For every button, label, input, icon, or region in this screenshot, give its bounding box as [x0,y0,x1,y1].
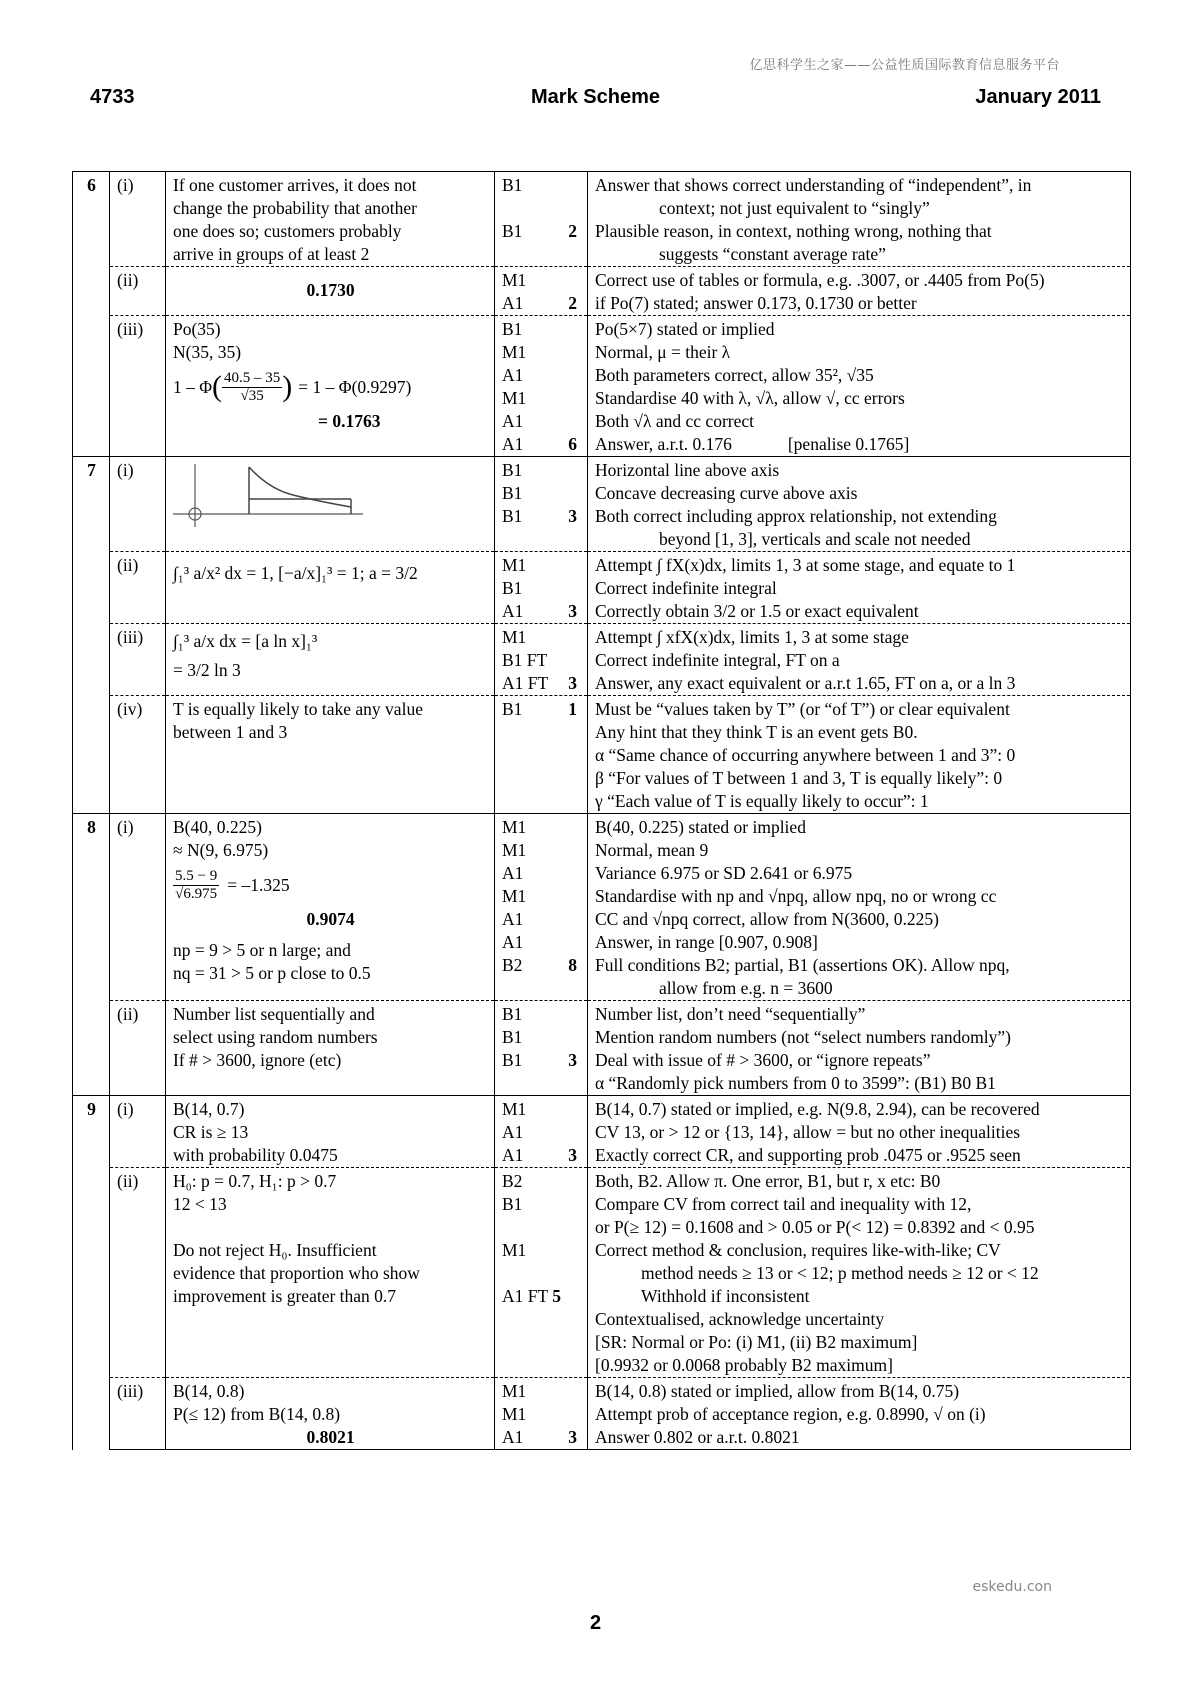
mark-scheme-table [72,171,1131,1450]
guidance-cell: Must be “values taken by T” (or “of T”) or clear equivalent Any hint that they think T is an event gets B0. α “Same chance of occurring anywhere between 1 and 3”: 0 β “For values of T between 1 and 3, T is equally likely”: 0 γ “Each value of T is equally likely to occur”: 1 [588,696,1131,814]
guidance-cell: B(14, 0.7) stated or implied, e.g. N(9.8, 2.94), can be recovered CV 13, or > 12 or {13, 14}, allow = but no other inequalities Exactly correct CR, and supporting prob .0475 or .9525 seen [588,1096,1131,1168]
guidance-cell: Number list, don’t need “sequentially” Mention random numbers (not “select numbers randomly”) Deal with issue of # > 3600, or “ignore repeats” α “Randomly pick numbers from 0 to 3599”: (B1) B0 B1 [588,1001,1131,1096]
guidance-cell: Answer that shows correct understanding of “independent”, in context; not just equivalent to “singly” Plausible reason, in context, nothing wrong, nothing that suggests “constant average rate” [588,172,1131,267]
watermark-text: 亿思科学生之家——公益性质国际教育信息服务平台 [749,58,1060,73]
answer-cell: ∫₁³ a/x² dx = 1, [−a/x]₁³ = 1; a = 3/2 [166,552,495,624]
marks-cell: B1 B1 2 [495,172,588,267]
answer-cell: B(14, 0.8) P(≤ 12) from B(14, 0.8) 0.8021 [166,1378,495,1450]
marks-cell: B1 1 [495,696,588,814]
part-label: (ii) [110,1168,166,1378]
marks-cell: B1 B1 B1 3 [495,457,588,552]
marks-cell: M1 M1 A1 M1 A1 A1 B2 8 [495,814,588,1001]
answer-cell [166,457,495,552]
table-row [73,172,1131,267]
marks-cell: B2 B1 M1 A1 FT 5 [495,1168,588,1378]
marks-cell: B1 M1 A1 M1 A1 A1 6 [495,316,588,457]
question-number: 8 [73,814,110,1096]
part-label: (iv) [110,696,166,814]
exam-date: January 2011 [975,86,1101,108]
page-number: 2 [589,1612,602,1634]
marks-cell: B1 B1 B1 3 [495,1001,588,1096]
part-label: (iii) [110,1378,166,1450]
table-row [73,814,1131,1001]
marks-cell: M1 M1 A1 3 [495,1378,588,1450]
table-row [73,316,1131,457]
question-number: 9 [73,1096,110,1450]
paper-code: 4733 [90,86,135,108]
part-label: (i) [110,172,166,267]
guidance-cell: Both, B2. Allow π. One error, B1, but r, x etc: B0 Compare CV from correct tail and inequality with 12, or P(≥ 12) = 0.1608 and > 0.05 or P(< 12) = 0.8392 and < 0.95 Correct method & conclusion, requires like-with-like; CV method needs ≥ 13 or < 12; p method needs ≥ 12 or < 12 Withhold if inconsistent Contextualised, acknowledge uncertainty [SR: Normal or Po: (i) M1, (ii) B2 maximum] [0.9932 or 0.0068 probably B2 maximum] [588,1168,1131,1378]
marks-cell: M1 A1 2 [495,267,588,316]
guidance-cell: B(14, 0.8) stated or implied, allow from B(14, 0.75) Attempt prob of acceptance region, e.g. 0.8990, √ on (i) Answer 0.802 or a.r.t. 0.8021 [588,1378,1131,1450]
answer-cell: Number list sequentially and select using random numbers If # > 3600, ignore (etc) [166,1001,495,1096]
part-label: (iii) [110,624,166,696]
answer-cell: Po(35) N(35, 35) 1 – Φ ( $\frac{40.5 - 35}{√35}$ ) = 1 – Φ(0.9297) = 0.1763 [166,316,495,457]
table-row [73,1001,1131,1096]
question-number: 6 [73,172,110,457]
part-label: (i) [110,1096,166,1168]
guidance-cell: Attempt ∫ fX(x)dx, limits 1, 3 at some stage, and equate to 1 Correct indefinite integral Correctly obtain 3/2 or 1.5 or exact equivalent [588,552,1131,624]
guidance-cell: B(40, 0.225) stated or implied Normal, mean 9 Variance 6.975 or SD 2.641 or 6.975 Standardise with np and √npq, allow npq, no or wrong cc CC and √npq correct, allow from N(3600, 0.225) Answer, in range [0.907, 0.908] Full conditions B2; partial, B1 (assertions OK). Allow npq, allow from e.g. n = 3600 [588,814,1131,1001]
part-label: (i) [110,814,166,1001]
guidance-cell: Attempt ∫ xfX(x)dx, limits 1, 3 at some stage Correct indefinite integral, FT on a Answer, any exact equivalent or a.r.t 1.65, FT on a, or a ln 3 [588,624,1131,696]
part-label: (ii) [110,1001,166,1096]
table-row [73,457,1131,552]
table-row [73,552,1131,624]
table-row [73,1096,1131,1168]
guidance-cell: Correct use of tables or formula, e.g. .3007, or .4405 from Po(5) if Po(7) stated; answer 0.173, 0.1730 or better [588,267,1131,316]
answer-cell: ∫₁³ a/x dx = [a ln x]₁³ = 3/2 ln 3 [166,624,495,696]
answer-cell: T is equally likely to take any value between 1 and 3 [166,696,495,814]
guidance-cell: Horizontal line above axis Concave decreasing curve above axis Both correct including approx relationship, not extending beyond [1, 3], verticals and scale not needed [588,457,1131,552]
pdf-sketch-graph [173,459,373,529]
part-label: (ii) [110,267,166,316]
part-label: (ii) [110,552,166,624]
marks-cell: M1 A1 A1 3 [495,1096,588,1168]
marks-cell: M1 B1 FT A1 FT 3 [495,624,588,696]
answer-cell: If one customer arrives, it does not change the probability that another one does so; customers probably arrive in groups of at least 2 [166,172,495,267]
answer-cell: H₀: p = 0.7, H₁: p > 0.7 12 < 13 Do not reject H₀. Insufficient evidence that proportion who show improvement is greater than 0.7 [166,1168,495,1378]
answer-cell: B(40, 0.225) ≈ N(9, 6.975) $\frac{5.5 - 9}{√6.975}$ = –1.325 0.9074 np = 9 > 5 or n large; and nq = 31 > 5 or p close to 0.5 [166,814,495,1001]
answer-cell: B(14, 0.7) CR is ≥ 13 with probability 0.0475 [166,1096,495,1168]
answer-cell: 0.1730 [166,267,495,316]
table-row [73,624,1131,696]
table-row [73,1378,1131,1450]
table-row [73,267,1131,316]
page-title: Mark Scheme [531,86,660,108]
marks-cell: M1 B1 A1 3 [495,552,588,624]
table-row [73,696,1131,814]
guidance-cell: Po(5×7) stated or implied Normal, μ = their λ Both parameters correct, allow 35², √35 Standardise 40 with λ, √λ, allow √, cc errors Both √λ and cc correct Answer, a.r.t. 0.176 [penalise 0.1765] [588,316,1131,457]
question-number: 7 [73,457,110,814]
table-row [73,1168,1131,1378]
footer-site: eskedu.con [972,1579,1052,1595]
part-label: (i) [110,457,166,552]
part-label: (iii) [110,316,166,457]
